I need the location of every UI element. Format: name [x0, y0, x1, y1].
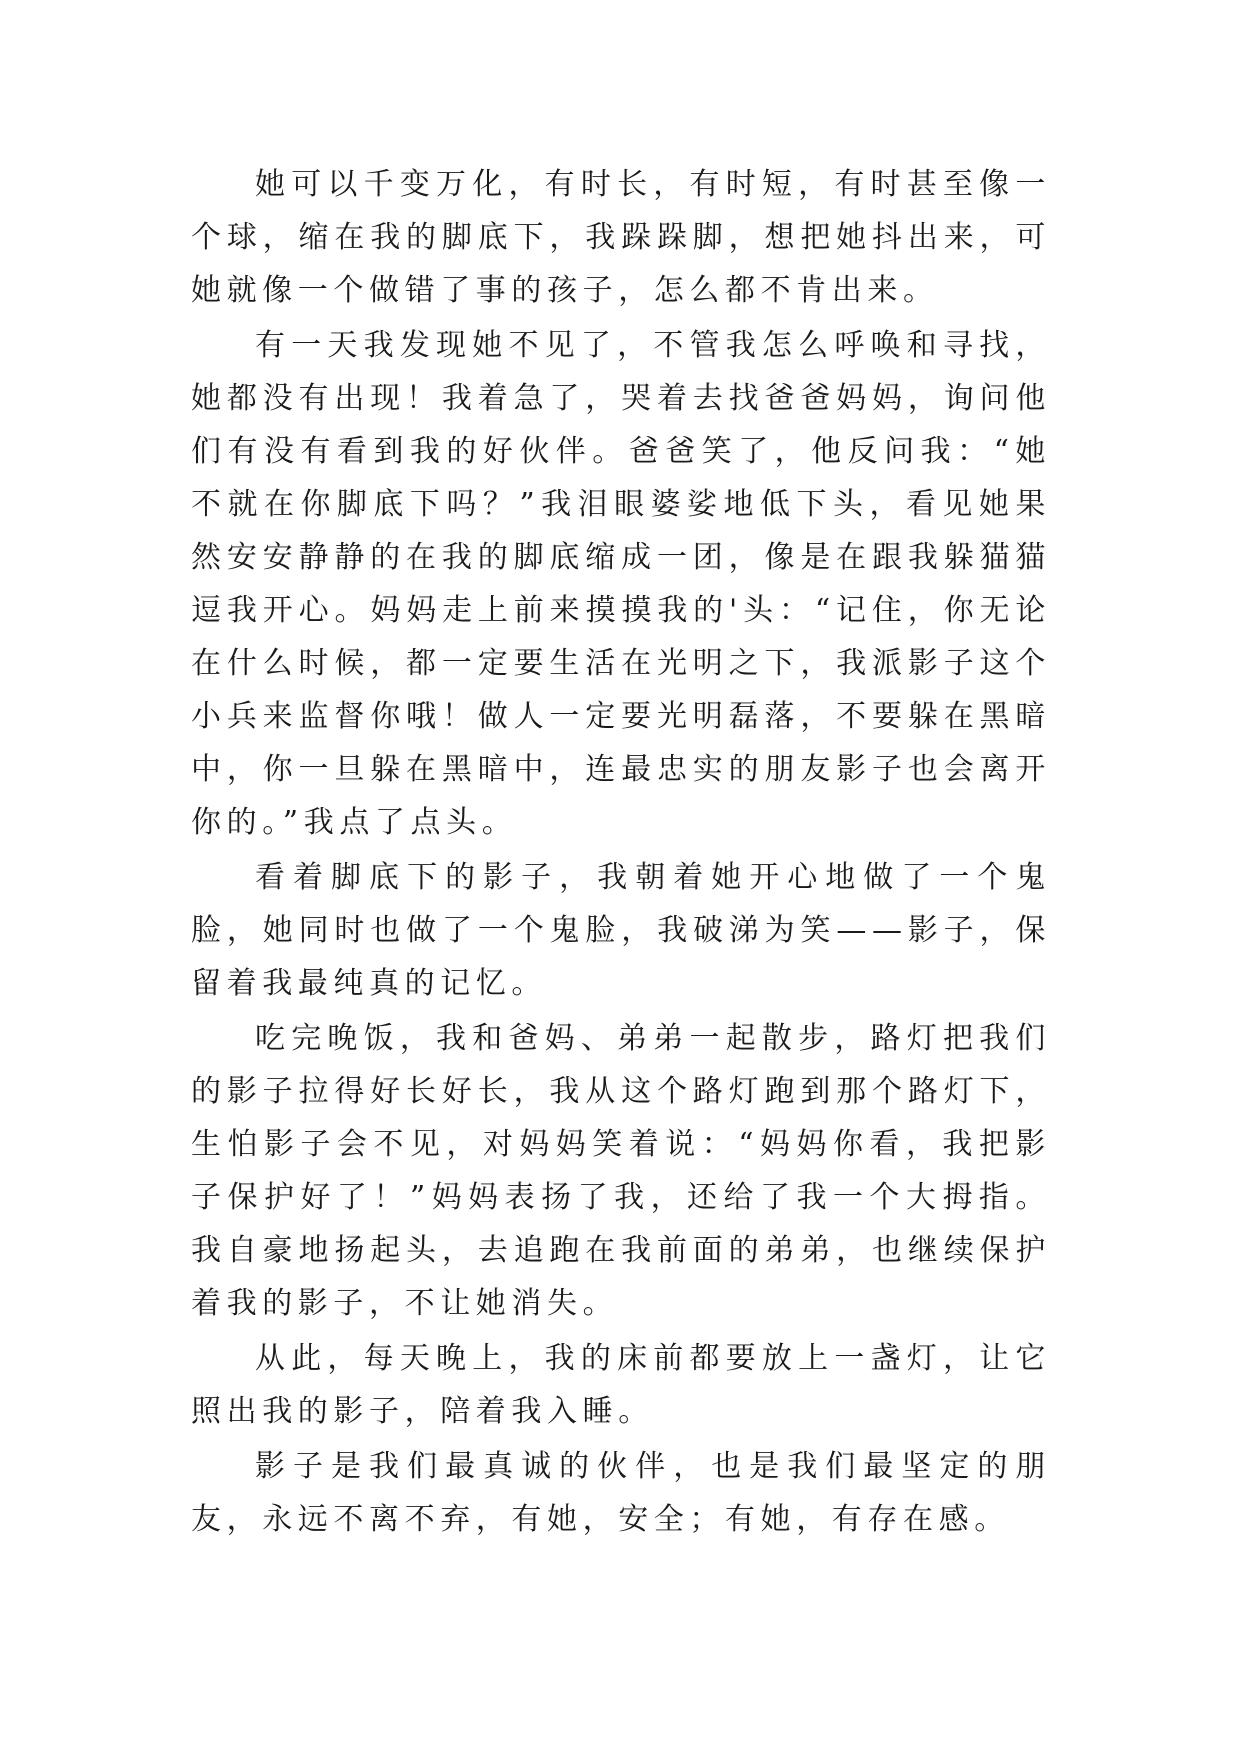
- paragraph-6: 影子是我们最真诚的伙伴，也是我们最坚定的朋友，永远不离不弃，有她，安全；有她，有存在感。: [191, 1449, 1051, 1537]
- document-body: [191, 158, 1051, 1548]
- paragraph-5: 从此，每天晚上，我的床前都要放上一盏灯，让它照出我的影子，陪着我入睡。: [191, 1341, 1051, 1429]
- paragraph-2: 有一天我发现她不见了，不管我怎么呼唤和寻找，她都没有出现！我着急了，哭着去找爸爸妈妈，询问他们有没有看到我的好伙伴。爸爸笑了，他反问我：“她不就在你脚底下吗？”我泪眼婆娑地低下头，看见她果然安安静静的在我的脚底缩成一团，像是在跟我躲猫猫逗我开心。妈妈走上前来摸摸我的'头：“记住，你无论在什么时候，都一定要生活在光明之下，我派影子这个小兵来监督你哦！做人一定要光明磊落，不要躲在黑暗中，你一旦躲在黑暗中，连最忠实的朋友影子也会离开你的。”我点了点头。: [191, 328, 1051, 840]
- paragraph-1: 她可以千变万化，有时长，有时短，有时甚至像一个球，缩在我的脚底下，我跺跺脚，想把她抖出来，可她就像一个做错了事的孩子，怎么都不肯出来。: [191, 167, 1051, 308]
- paragraph-4: 吃完晚饭，我和爸妈、弟弟一起散步，路灯把我们的影子拉得好长好长，我从这个路灯跑到那个路灯下，生怕影子会不见，对妈妈笑着说：“妈妈你看，我把影子保护好了！”妈妈表扬了我，还给了我一个大拇指。我自豪地扬起头，去追跑在我前面的弟弟，也继续保护着我的影子，不让她消失。: [191, 1021, 1051, 1321]
- paragraph-3: 看着脚底下的影子，我朝着她开心地做了一个鬼脸，她同时也做了一个鬼脸，我破涕为笑——影子，保留着我最纯真的记忆。: [191, 860, 1051, 1001]
